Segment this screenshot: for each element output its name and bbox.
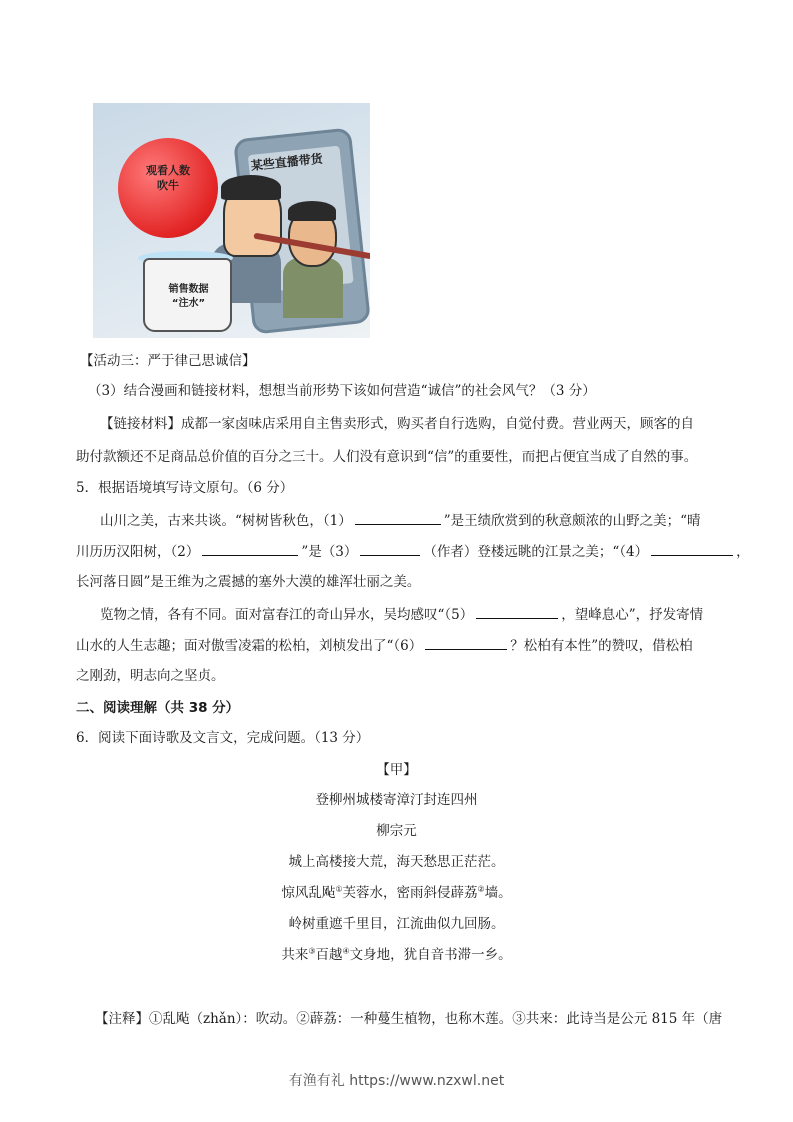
- activity3-heading: 【活动三：严于律己思诚信】: [80, 353, 256, 369]
- q5-p1-line1: 山川之美，古来共谈。“树树皆秋色，（1） ”是王绩欣赏到的秋意颇浓的山野之美；“晴: [100, 510, 701, 531]
- answer-blank-5[interactable]: [476, 604, 558, 619]
- bucket-label: 销售数据 “注水”: [168, 284, 209, 309]
- footnote-ref-3: ③: [308, 946, 316, 956]
- poem-title: 登柳州城楼寄漳汀封连四州: [315, 792, 478, 808]
- footnote-ref-2: ②: [477, 884, 485, 894]
- answer-blank-1[interactable]: [355, 510, 441, 525]
- footnote-ref-4: ④: [342, 946, 350, 956]
- activity3-question: （3）结合漫画和链接材料，想想当前形势下该如何营造“诚信”的社会风气？（3 分）: [88, 383, 596, 399]
- phone-label: 某些直播带货: [250, 151, 324, 173]
- q5-p2-line1: 览物之情，各有不同。面对富春江的奇山异水，吴均感叹“（5） ，望峰息心”，抒发寄情: [100, 604, 703, 625]
- poem-label: 【甲】: [376, 762, 417, 778]
- q5-p1-line3: 长河落日圆”是王维为之震撼的塞外大漠的雄浑壮丽之美。: [76, 574, 421, 590]
- footer-watermark: 有渔有礼 https://www.nzxwl.net: [288, 1073, 505, 1089]
- answer-blank-2[interactable]: [202, 541, 298, 556]
- q5-p2-line2: 山水的人生志趣；面对傲雪凌霜的松柏，刘桢发出了“（6） ？松柏有本性”的赞叹，借松柏: [76, 635, 693, 656]
- cartoon-image: [93, 103, 370, 338]
- poem-notes: 【注释】①乱飐（zhǎn）：吹动。②薜荔：一种蔓生植物，也称木莲。③共来：此诗当是公元 815 年（唐: [95, 1011, 723, 1027]
- link-material-line2: 助付款额还不足商品总价值的百分之三十。人们没有意识到“信”的重要性，而把占便宜当成了自然的事。: [76, 449, 698, 465]
- poem-line-3: 岭树重遮千里目，江流曲似九回肠。: [288, 916, 505, 932]
- q5-p2-line3: 之刚劲，明志向之坚贞。: [76, 668, 225, 684]
- section2-heading: 二、阅读理解（共 38 分）: [76, 700, 240, 716]
- link-material-line1: 【链接材料】成都一家卤味店采用自主售卖形式，购买者自行选购，自觉付费。营业两天，顾客的自: [100, 416, 694, 432]
- poem-line-4: 共来③百越④文身地，犹自音书滞一乡。: [281, 946, 512, 963]
- q5-p1-line2: 川历历汉阳树，（2） ”是（3） （作者）登楼远眺的江景之美；“（4） ，: [76, 541, 750, 562]
- balloon-label: 观看人数 吹牛: [146, 164, 190, 192]
- poem-line-2: 惊风乱飐①芙蓉水，密雨斜侵薜荔②墙。: [281, 884, 512, 901]
- poem-author: 柳宗元: [376, 823, 417, 839]
- footnote-ref-1: ①: [335, 884, 343, 894]
- answer-blank-6[interactable]: [425, 635, 507, 650]
- answer-blank-4[interactable]: [651, 541, 733, 556]
- q5-title: 5．根据语境填写诗文原句。（6 分）: [76, 480, 294, 496]
- poem-line-1: 城上高楼接大荒，海天愁思正茫茫。: [288, 854, 505, 870]
- answer-blank-3[interactable]: [360, 541, 420, 556]
- q6-prompt: 6．阅读下面诗歌及文言文，完成问题。（13 分）: [76, 730, 370, 746]
